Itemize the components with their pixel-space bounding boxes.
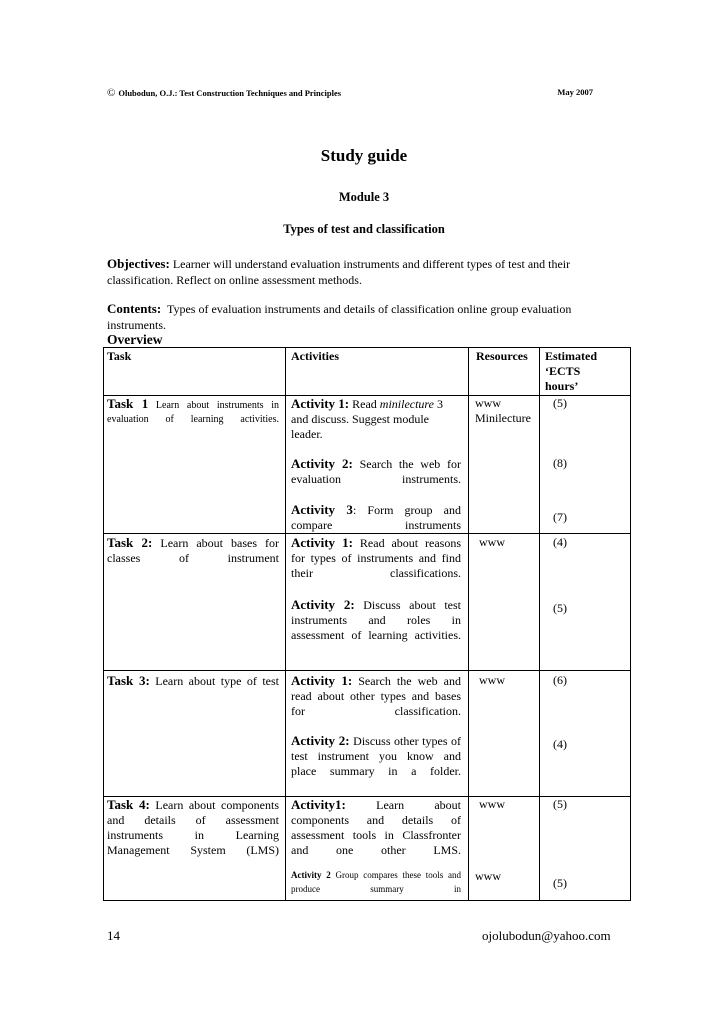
- task4-activity2: [291, 868, 461, 896]
- task4-activity2-label: Activity 2: [291, 870, 331, 880]
- task1-text: Learn about instruments in evaluation of learning activities.: [107, 400, 279, 425]
- task1-activity2: [291, 456, 461, 487]
- task1-activity1-hours: (5): [553, 396, 567, 410]
- task1-activity1-minilecture: minilecture: [379, 397, 434, 411]
- module-label: Module 3: [338, 190, 390, 204]
- task-table: [103, 347, 631, 901]
- contents-paragraph: [107, 301, 623, 333]
- task2-resource: www: [479, 535, 505, 549]
- objectives-paragraph: [107, 256, 623, 288]
- header-hours-line3: hours’: [545, 379, 579, 393]
- task4-activity2-resource: www: [475, 869, 501, 883]
- task1-activity2-text: Search the web for evaluation instruments.: [291, 457, 462, 486]
- task3-activity1-text: Search the web and read about other types and bases for classification.: [291, 674, 461, 718]
- task1-resources: [475, 396, 531, 426]
- task3-activity1-hours: (6): [553, 673, 567, 687]
- author-email: ojolubodun@yahoo.com: [482, 928, 611, 943]
- page-number: 14: [107, 928, 120, 943]
- task1-activity3-label: Activity 3: [291, 502, 353, 517]
- task2-activity1: [291, 535, 461, 581]
- task3-activity2: [291, 733, 461, 779]
- task1-activity3-text: : Form group and compare instruments: [291, 503, 461, 532]
- header-activities: Activities: [291, 349, 339, 363]
- task1-activity1-text-post: 3 and discuss. Suggest module leader.: [291, 397, 443, 441]
- task4-text: Learn about components and details of assessment instruments in Learning Management System (LMS): [107, 798, 279, 857]
- header-citation: [107, 87, 341, 99]
- copyright-symbol: ©: [107, 87, 116, 99]
- task1-activity2-hours: (8): [553, 456, 567, 470]
- task2-text: Learn about bases for classes of instrument: [107, 536, 280, 565]
- header-date: May 2007: [557, 87, 593, 97]
- task3-activity2-hours: (4): [553, 737, 567, 751]
- task3-resource: www: [479, 673, 505, 687]
- task1-resource-minilecture: Minilecture: [475, 411, 531, 425]
- task4-activity1-hours: (5): [553, 797, 567, 811]
- task4-activity1-label: Activity1:: [291, 797, 346, 812]
- task3-label: Task 3:: [107, 673, 150, 688]
- task4-description: [107, 797, 279, 858]
- contents-label: Contents:: [107, 301, 162, 316]
- header-resources: Resources: [476, 349, 528, 363]
- header-hours-line1: Estimated: [545, 349, 597, 363]
- objectives-label: Objectives:: [107, 256, 170, 271]
- task1-activity2-label: Activity 2:: [291, 456, 353, 471]
- task1-label: Task 1: [107, 396, 149, 411]
- task3-activity2-label: Activity 2:: [291, 733, 350, 748]
- task2-activity1-hours: (4): [553, 535, 567, 549]
- task1-description: [107, 397, 279, 427]
- task3-activity1: [291, 673, 461, 719]
- task3-description: [107, 673, 279, 689]
- header-hours: [545, 349, 597, 394]
- task2-label: Task 2:: [107, 535, 153, 550]
- task2-activity1-text: Read about reasons for types of instruments and find their classifications.: [291, 536, 461, 580]
- task4-activity2-hours: (5): [553, 876, 567, 890]
- header-hours-line2: ‘ECTS: [545, 364, 581, 378]
- objectives-text: Learner will understand evaluation instruments and different types of test and their classification. Reflect on online assessment methods.: [107, 257, 571, 287]
- header-text: Olubodun, O.J.: Test Construction Techniques and Principles: [118, 88, 342, 98]
- task2-activity2: [291, 597, 461, 643]
- task1-activity3: [291, 502, 461, 533]
- task3-activity1-label: Activity 1:: [291, 673, 353, 688]
- running-header: [107, 87, 593, 99]
- task1-activity3-hours: (7): [553, 510, 567, 524]
- task3-text: Learn about type of test: [155, 674, 279, 688]
- task2-activity2-label: Activity 2:: [291, 597, 355, 612]
- task2-activity2-text: Discuss about test instruments and roles in assessment of learning activities.: [291, 598, 461, 642]
- header-task: Task: [107, 349, 132, 363]
- task4-activity1: [291, 797, 461, 858]
- task1-activity1-label: Activity 1:: [291, 396, 350, 411]
- module-subtitle: Types of test and classification: [283, 222, 445, 236]
- task4-label: Task 4:: [107, 797, 150, 812]
- task1-activity1-text-pre: Read: [352, 397, 377, 411]
- page-title: Study guide: [320, 146, 408, 165]
- task1-activity1: [291, 396, 461, 442]
- task3-activity2-text: Discuss other types of test instrument you know and place summary in a folder.: [291, 734, 462, 778]
- contents-text: Types of evaluation instruments and details of classification online group evaluation instruments.: [107, 302, 572, 332]
- task2-description: [107, 535, 279, 566]
- task2-activity1-label: Activity 1:: [291, 535, 354, 550]
- task4-activity2-text: Group compares these tools and produce summary in: [291, 870, 461, 894]
- overview-heading: Overview: [107, 332, 163, 347]
- task4-activity1-text: Learn about components and details of assessment tools in Classfronter and one other LMS.: [291, 798, 462, 857]
- task1-resource-www: www: [475, 396, 501, 410]
- task4-resource: www: [479, 797, 505, 811]
- task2-activity2-hours: (5): [553, 601, 567, 615]
